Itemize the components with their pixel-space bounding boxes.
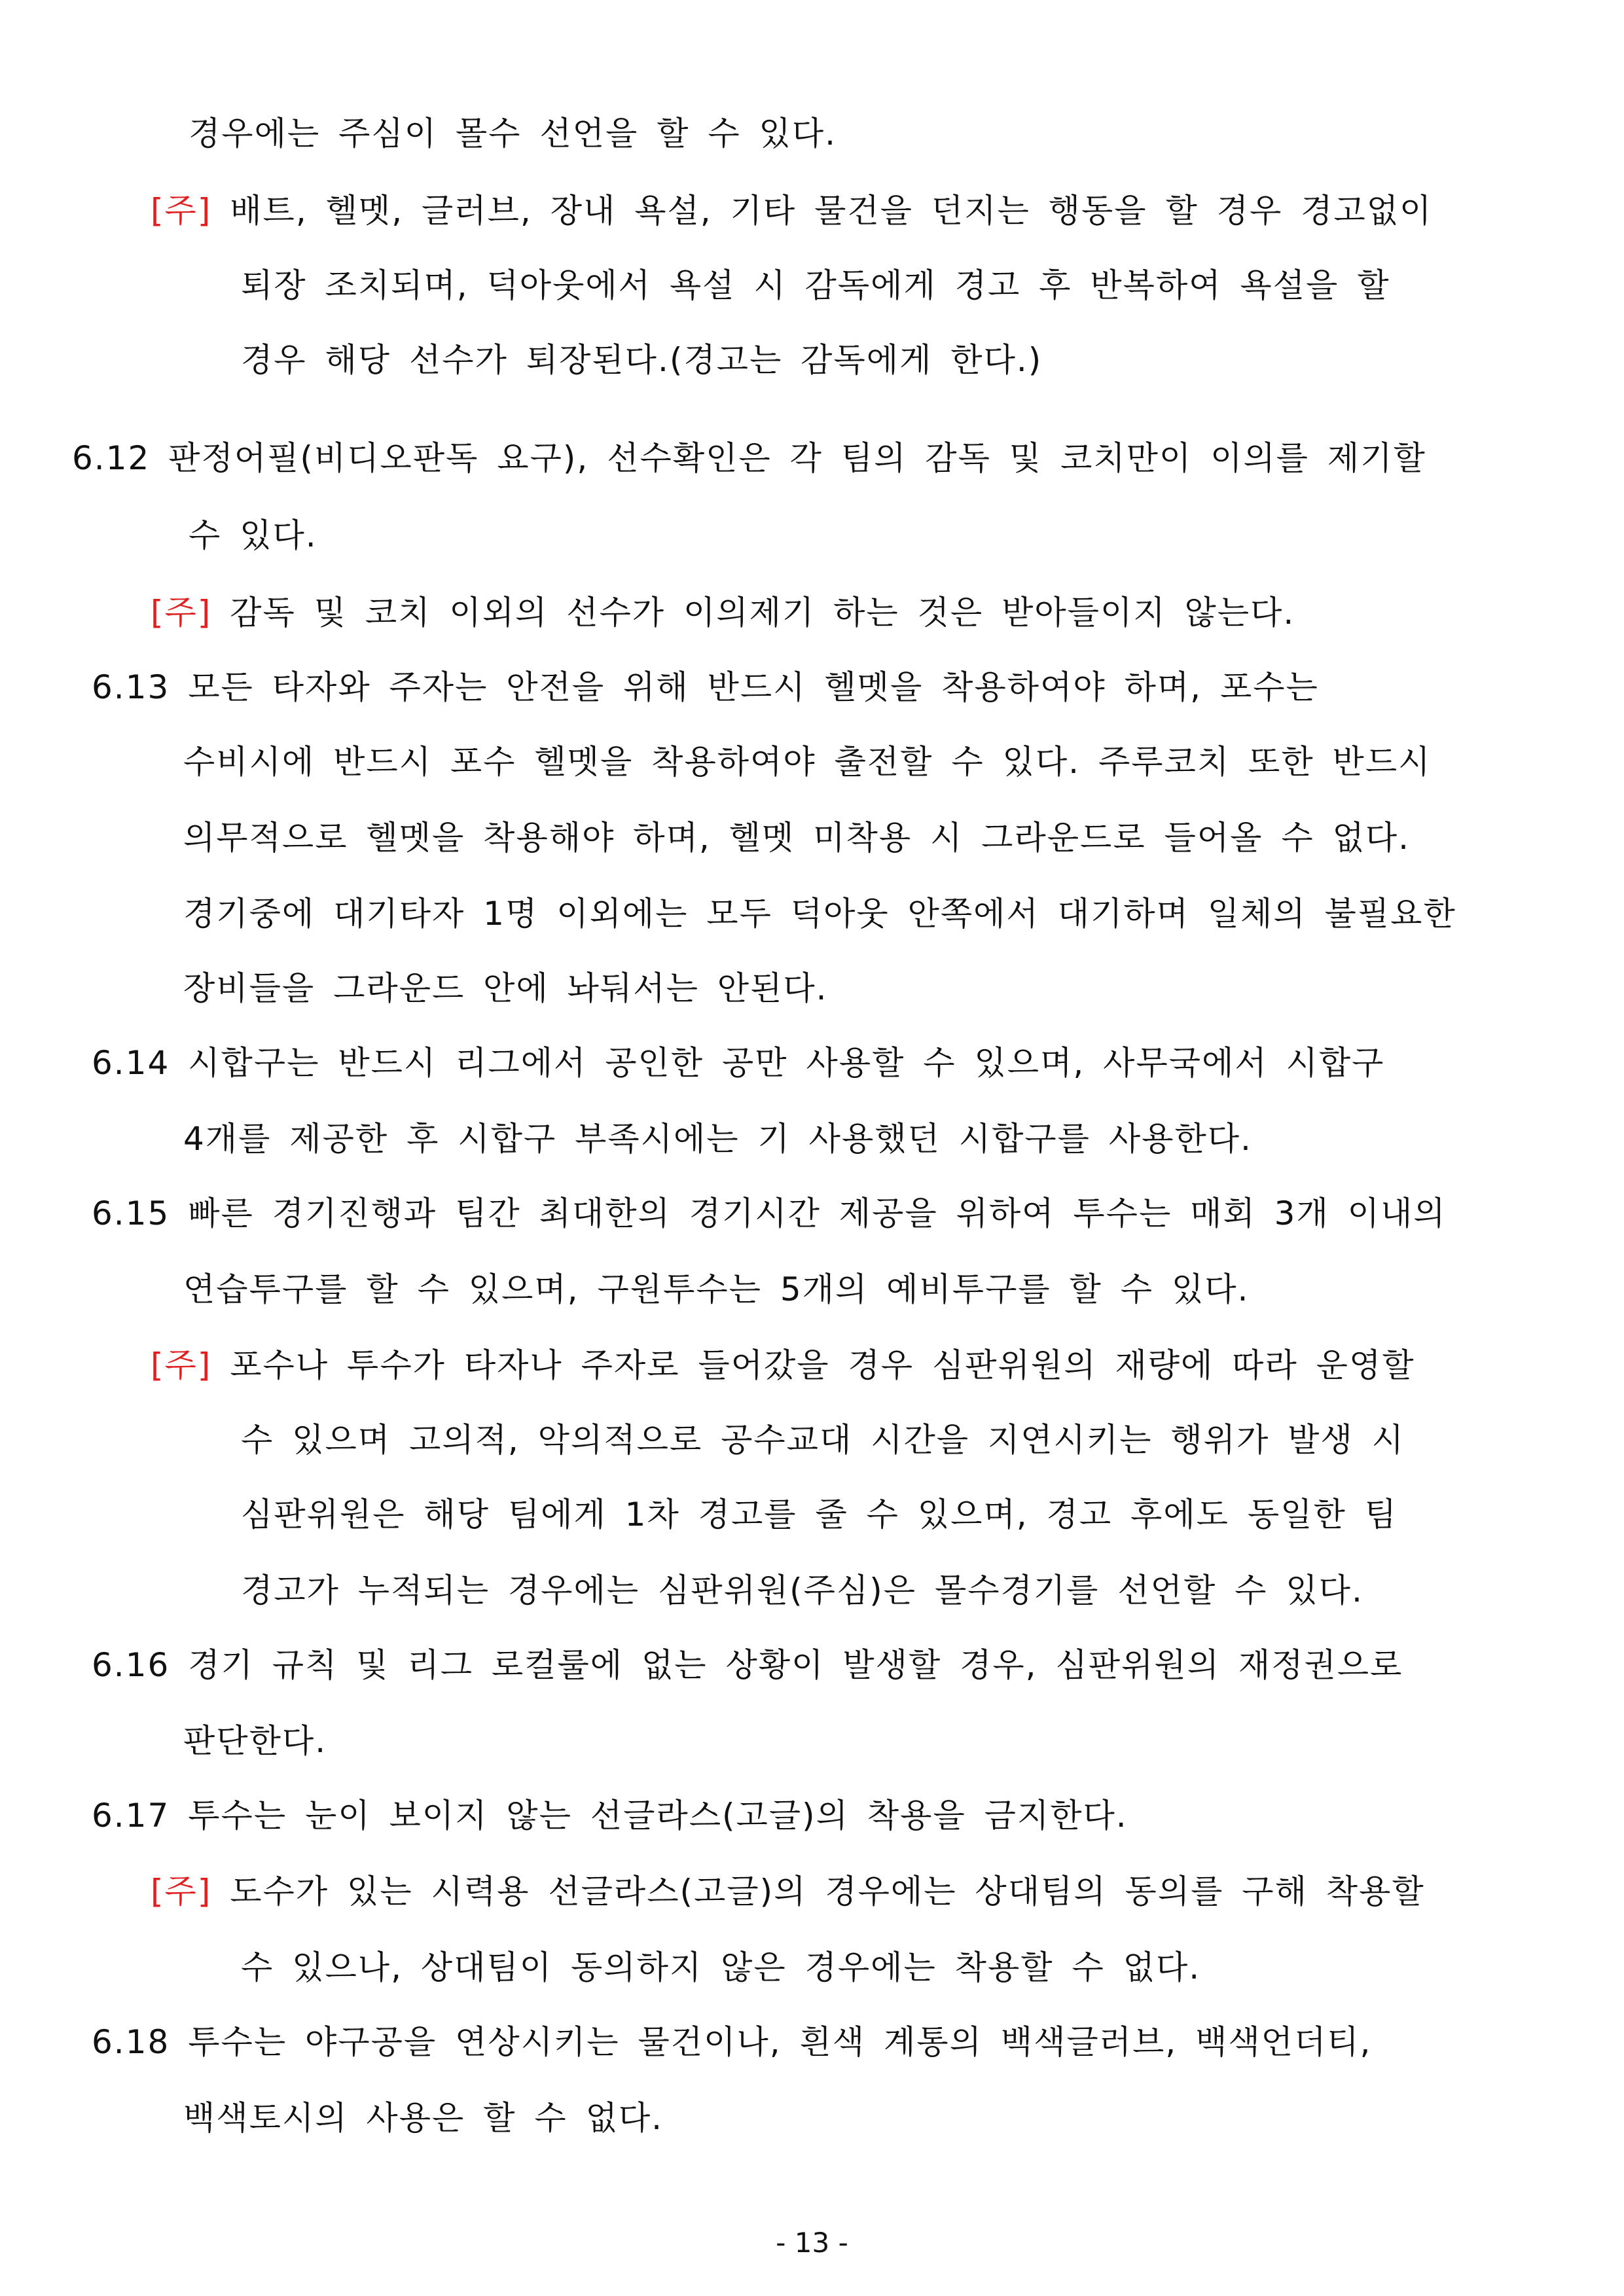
clause-6-14: 6.14 시합구는 반드시 리그에서 공인한 공만 사용할 수 있으며, 사무국에서 시합구: [92, 1044, 1385, 1082]
note-text: 배트, 헬멧, 글러브, 장내 욕설, 기타 물건을 던지는 행동을 할 경우 경고없이: [230, 192, 1433, 230]
text-line: 경기중에 대기타자 1명 이외에는 모두 덕아웃 안쪽에서 대기하며 일체의 불필요한: [183, 895, 1456, 933]
note-line: [0, 190, 1624, 232]
clause-6-18: 6.18 투수는 야구공을 연상시키는 물건이나, 흰색 계통의 백색글러브, 백색언더티,: [92, 2023, 1372, 2061]
text-line: 수 있으나, 상대팀이 동의하지 않은 경우에는 착용할 수 없다.: [241, 1948, 1201, 1986]
note-line: [0, 592, 1624, 634]
text-line: 경우에는 주심이 몰수 선언을 할 수 있다.: [189, 115, 837, 152]
note-line: [0, 1344, 1624, 1386]
text-line: 수 있다.: [189, 516, 317, 554]
text-line: 4개를 제공한 후 시합구 부족시에는 기 사용했던 시합구를 사용한다.: [183, 1120, 1252, 1158]
note-line: [0, 1871, 1624, 1912]
text-line: 의무적으로 헬멧을 착용해야 하며, 헬멧 미착용 시 그라운드로 들어올 수 없다.: [183, 819, 1411, 857]
text-line: 경고가 누적되는 경우에는 심판위원(주심)은 몰수경기를 선언할 수 있다.: [241, 1571, 1363, 1609]
note-label: [주]: [151, 1346, 212, 1384]
page-number: - 13 -: [776, 2227, 848, 2259]
text-line: 퇴장 조치되며, 덕아웃에서 욕설 시 감독에게 경고 후 반복하여 욕설을 할: [241, 266, 1390, 304]
text-line: 심판위원은 해당 팀에게 1차 경고를 줄 수 있으며, 경고 후에도 동일한 팀: [241, 1496, 1398, 1534]
clause-6-13: 6.13 모든 타자와 주자는 안전을 위해 반드시 헬멧을 착용하여야 하며, 포수는: [92, 668, 1319, 706]
text-line: 경우 해당 선수가 퇴장된다.(경고는 감독에게 한다.): [241, 341, 1043, 379]
clause-6-12: 6.12 판정어필(비디오판독 요구), 선수확인은 각 팀의 감독 및 코치만이 이의를 제기할: [72, 439, 1426, 477]
clause-6-17: 6.17 투수는 눈이 보이지 않는 선글라스(고글)의 착용을 금지한다.: [92, 1797, 1128, 1835]
text-line: 수비시에 반드시 포수 헬멧을 착용하여야 출전할 수 있다. 주루코치 또한 반드시: [183, 743, 1432, 781]
text-line: 백색토시의 사용은 할 수 없다.: [183, 2099, 664, 2137]
note-label: [주]: [151, 192, 212, 230]
note-text: 포수나 투수가 타자나 주자로 들어갔을 경우 심판위원의 재량에 따라 운영할: [230, 1346, 1415, 1384]
note-text: 도수가 있는 시력용 선글라스(고글)의 경우에는 상대팀의 동의를 구해 착용할: [230, 1873, 1425, 1910]
text-line: 수 있으며 고의적, 악의적으로 공수교대 시간을 지연시키는 행위가 발생 시: [241, 1421, 1405, 1459]
text-line: 판단한다.: [183, 1722, 327, 1760]
note-label: [주]: [151, 594, 212, 632]
note-text: 감독 및 코치 이외의 선수가 이의제기 하는 것은 받아들이지 않는다.: [230, 594, 1295, 632]
text-line: 연습투구를 할 수 있으며, 구원투수는 5개의 예비투구를 할 수 있다.: [183, 1270, 1250, 1308]
clause-6-16: 6.16 경기 규칙 및 리그 로컬룰에 없는 상황이 발생할 경우, 심판위원의 재정권으로: [92, 1646, 1403, 1684]
text-line: 장비들을 그라운드 안에 놔둬서는 안된다.: [183, 969, 828, 1007]
note-label: [주]: [151, 1873, 212, 1910]
clause-6-15: 6.15 빠른 경기진행과 팀간 최대한의 경기시간 제공을 위하여 투수는 매회 3개 이내의: [92, 1194, 1447, 1232]
